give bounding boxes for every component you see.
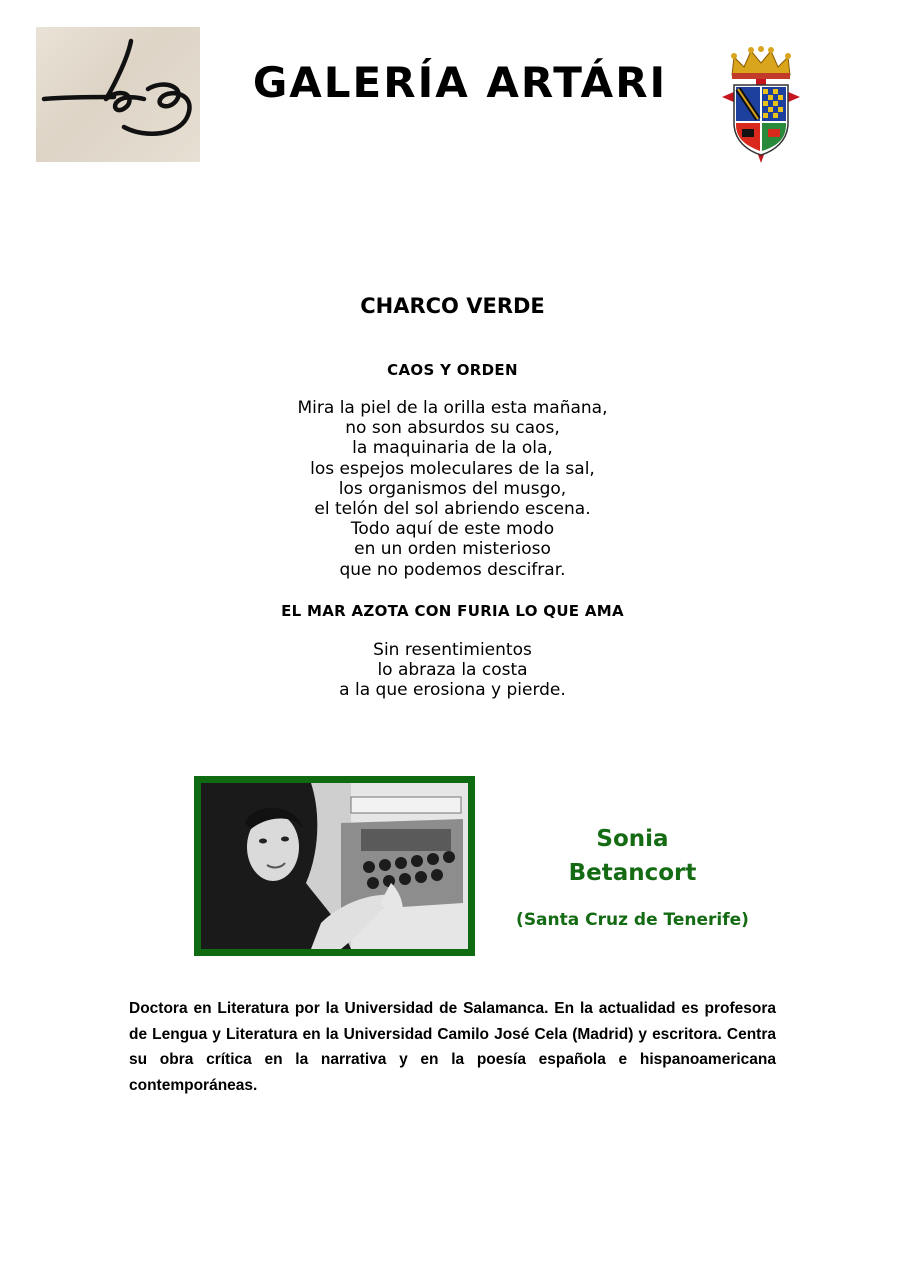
author-bio: Doctora en Literatura por la Universidad de Salamanca. En la actualidad es profesora de Lengua y Literatura en la Universidad Camilo José Cela (Madrid) y escritora. Centra su obra crítica en la narrativa y en la poesía española e hispanoamericana contemporáneas. [129,1000,776,1094]
gallery-title: GALERÍA ARTÁRI [252,58,668,107]
section-heading-el-mar-azota: EL MAR AZOTA CON FURIA LO QUE AMA [281,602,624,620]
poem-line: a la que erosiona y pierde. [339,680,566,701]
poem-stanza-2 [0,640,905,701]
author-last-name: Betancort [568,860,697,886]
section-heading-caos-y-orden: CAOS Y ORDEN [387,361,518,379]
author-photo [194,776,475,956]
poem-title: CHARCO VERDE [360,294,545,318]
poem-line: que no podemos descifrar. [339,559,566,580]
poem-line: Todo aquí de este modo [350,519,555,540]
author-first-name: Sonia [596,826,669,852]
poem-line: lo abraza la costa [377,660,528,681]
poem-line: en un orden misterioso [354,539,551,560]
poem-stanza-1 [0,398,905,580]
poem-line: la maquinaria de la ola, [352,438,553,459]
poem-line: Sin resentimientos [373,640,532,660]
poem-line: Mira la piel de la orilla esta mañana, [297,398,608,418]
poem-line: los espejos moleculares de la sal, [310,458,595,479]
coat-of-arms-icon [716,45,806,167]
author-origin: (Santa Cruz de Tenerife) [516,910,749,930]
author-name [505,822,760,890]
poem-line: los organismos del musgo, [338,478,567,499]
poem-line: el telón del sol abriendo escena. [314,499,591,520]
signature-logo [36,27,200,162]
poem-line: no son absurdos su caos, [345,418,560,439]
